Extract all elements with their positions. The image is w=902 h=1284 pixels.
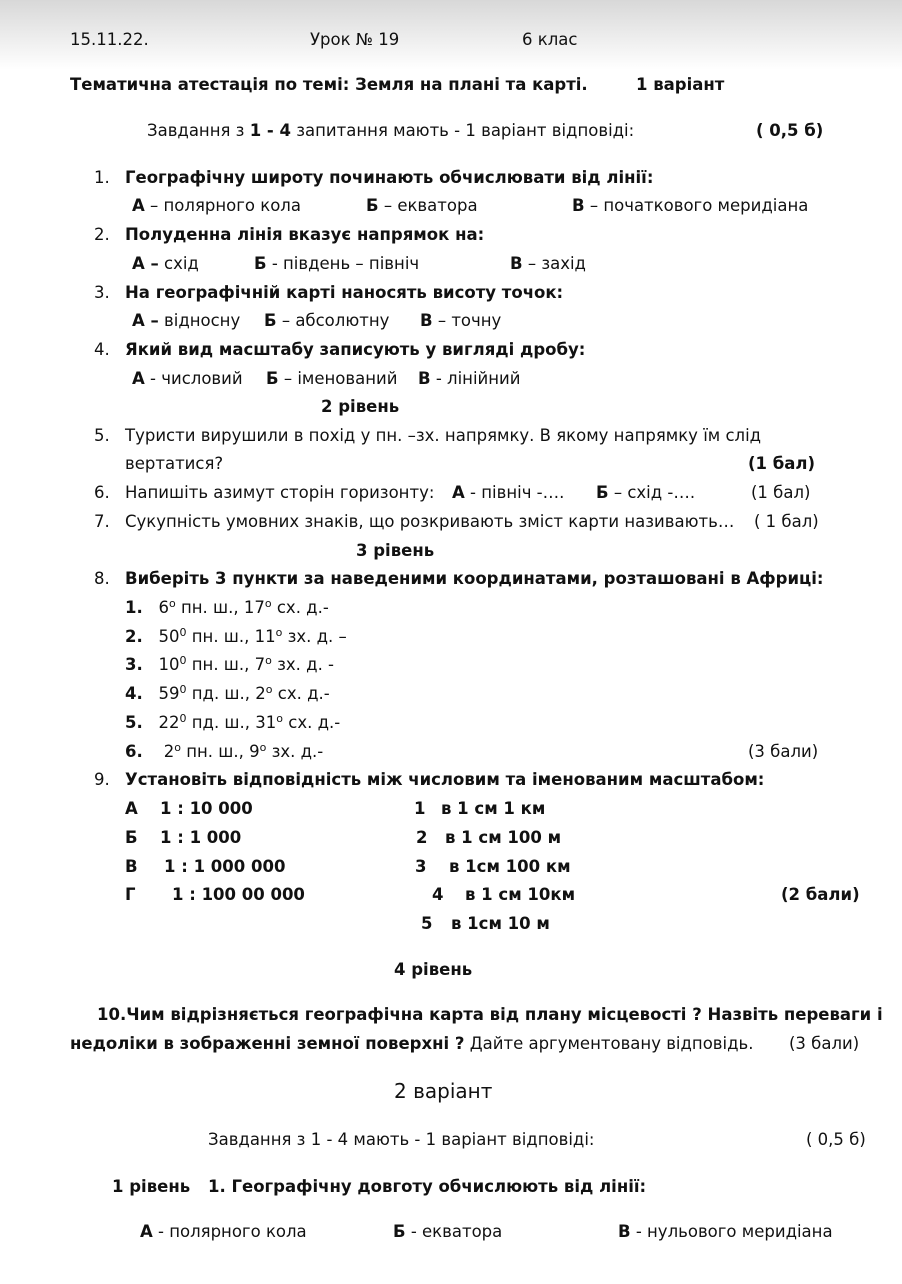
named-scale-number: 5: [421, 914, 433, 933]
question-2-option-a: А – схід: [132, 254, 199, 273]
question-9-text: Установіть відповідність між числовим та іменованим масштабом:: [125, 770, 765, 789]
question-5-line-1: Туристи вирушили в похід у пн. –зх. напрямку. В якому напрямку їм слід: [125, 426, 762, 445]
question-1-number: 1.: [94, 168, 110, 187]
question-4-option-b: Б – іменований: [266, 369, 398, 388]
numeric-scale-letter: Б: [125, 828, 138, 847]
variant-2-title: 2 варіант: [394, 1079, 493, 1103]
instructions-1-points: ( 0,5 б): [756, 121, 824, 140]
lesson-date: 15.11.22.: [70, 30, 149, 49]
variant-2-instructions: Завдання з 1 - 4 мають - 1 варіант відповіді:: [208, 1130, 595, 1149]
coordinate-item: 2. $50^0$ пн. ш., $11^о$ зх. д. –: [125, 626, 347, 646]
question-3-number: 3.: [94, 283, 110, 302]
named-scale-value: в 1см 10 м: [451, 914, 550, 933]
question-1-text: Географічну широту починають обчислювати від лінії:: [125, 168, 654, 187]
variant-label: 1 варіант: [636, 75, 725, 94]
question-10-points: (3 бали): [789, 1034, 860, 1053]
question-3-option-a: А – відносну: [132, 311, 241, 330]
question-1-option-b: Б – екватора: [366, 196, 478, 215]
question-6-option-b: Б – схід -….: [596, 483, 696, 502]
named-scale-value: в 1 см 1 км: [441, 799, 546, 818]
numeric-scale-value: 1 : 1 000: [160, 828, 242, 847]
question-9-number: 9.: [94, 770, 110, 789]
variant-2-level-1: 1 рівень: [112, 1177, 191, 1196]
question-3-option-b: Б – абсолютну: [264, 311, 390, 330]
variant-2-points: ( 0,5 б): [806, 1130, 866, 1149]
level-3-heading: 3 рівень: [356, 541, 435, 560]
question-3-text: На географічній карті наносять висоту точок:: [125, 283, 564, 302]
question-6-points: (1 бал): [751, 483, 811, 502]
question-4-text: Який вид масштабу записують у вигляді дробу:: [125, 340, 586, 359]
question-6-text: Напишіть азимут сторін горизонту:: [125, 483, 435, 502]
test-title: Тематична атестація по темі: Земля на плані та карті.: [70, 75, 588, 94]
instructions-1: Завдання з 1 - 4 запитання мають - 1 варіант відповіді:: [147, 121, 635, 140]
question-2-option-b: Б - південь – північ: [254, 254, 420, 273]
named-scale-number: 2: [416, 828, 428, 847]
question-3-option-c: В – точну: [420, 311, 502, 330]
variant-2-option-c: В - нульового меридіана: [618, 1222, 833, 1241]
question-4-option-a: А - числовий: [132, 369, 243, 388]
level-2-heading: 2 рівень: [321, 397, 400, 416]
question-10-line-1: 10.Чим відрізняється географічна карта від плану місцевості ? Назвіть переваги і: [97, 1005, 883, 1024]
question-5-number: 5.: [94, 426, 110, 445]
lesson-number: Урок № 19: [310, 30, 400, 49]
coordinate-item: 5. $22^0$ пд. ш., $31^о$ сх. д.-: [125, 712, 341, 732]
coordinate-item: 3. $10^0$ пн. ш., $7^о$ зх. д. -: [125, 654, 335, 674]
variant-2-option-a: А - полярного кола: [140, 1222, 307, 1241]
numeric-scale-letter: Г: [125, 885, 136, 904]
question-8-number: 8.: [94, 569, 110, 588]
named-scale-number: 4: [432, 885, 444, 904]
numeric-scale-letter: А: [125, 799, 138, 818]
question-5-line-2: вертатися?: [125, 454, 224, 473]
named-scale-value: в 1 см 10км: [465, 885, 576, 904]
question-6-option-a: А - північ -….: [452, 483, 565, 502]
coordinate-item: 6. $2^о$ пн. ш., $9^о$ зх. д.-: [125, 741, 324, 761]
variant-2-question-1: 1. Географічну довготу обчислюють від лінії:: [208, 1177, 647, 1196]
numeric-scale-value: 1 : 1 000 000: [164, 857, 286, 876]
question-4-option-c: В - лінійний: [418, 369, 521, 388]
named-scale-value: в 1 см 100 м: [445, 828, 562, 847]
question-2-text: Полуденна лінія вказує напрямок на:: [125, 225, 485, 244]
grade: 6 клас: [522, 30, 578, 49]
question-8-points: (3 бали): [748, 742, 819, 761]
coordinate-item: 4. $59^0$ пд. ш., $2^о$ сх. д.-: [125, 683, 330, 703]
question-5-points: (1 бал): [748, 454, 816, 473]
question-10-line-2: недоліки в зображенні земної поверхні ? Дайте аргументовану відповідь.: [70, 1034, 754, 1053]
question-2-number: 2.: [94, 225, 110, 244]
named-scale-number: 3: [415, 857, 427, 876]
level-4-heading: 4 рівень: [394, 960, 473, 979]
numeric-scale-value: 1 : 10 000: [160, 799, 253, 818]
question-8-text: Виберіть 3 пункти за наведеними координатами, розташовані в Африці:: [125, 569, 824, 588]
question-1-option-c: В – початкового меридіана: [572, 196, 809, 215]
question-1-option-a: А – полярного кола: [132, 196, 301, 215]
variant-2-option-b: Б - екватора: [393, 1222, 503, 1241]
named-scale-value: в 1см 100 км: [449, 857, 571, 876]
question-7-number: 7.: [94, 512, 110, 531]
question-9-points: (2 бали): [781, 885, 860, 904]
question-4-number: 4.: [94, 340, 110, 359]
question-2-option-c: В – захід: [510, 254, 586, 273]
numeric-scale-letter: В: [125, 857, 138, 876]
coordinate-item: 1. $6^о$ пн. ш., $17^о$ сх. д.-: [125, 597, 329, 617]
question-6-number: 6.: [94, 483, 110, 502]
numeric-scale-value: 1 : 100 00 000: [172, 885, 305, 904]
question-7-points: ( 1 бал): [754, 512, 819, 531]
named-scale-number: 1: [414, 799, 426, 818]
question-7-text: Сукупність умовних знаків, що розкривають зміст карти називають…: [125, 512, 735, 531]
